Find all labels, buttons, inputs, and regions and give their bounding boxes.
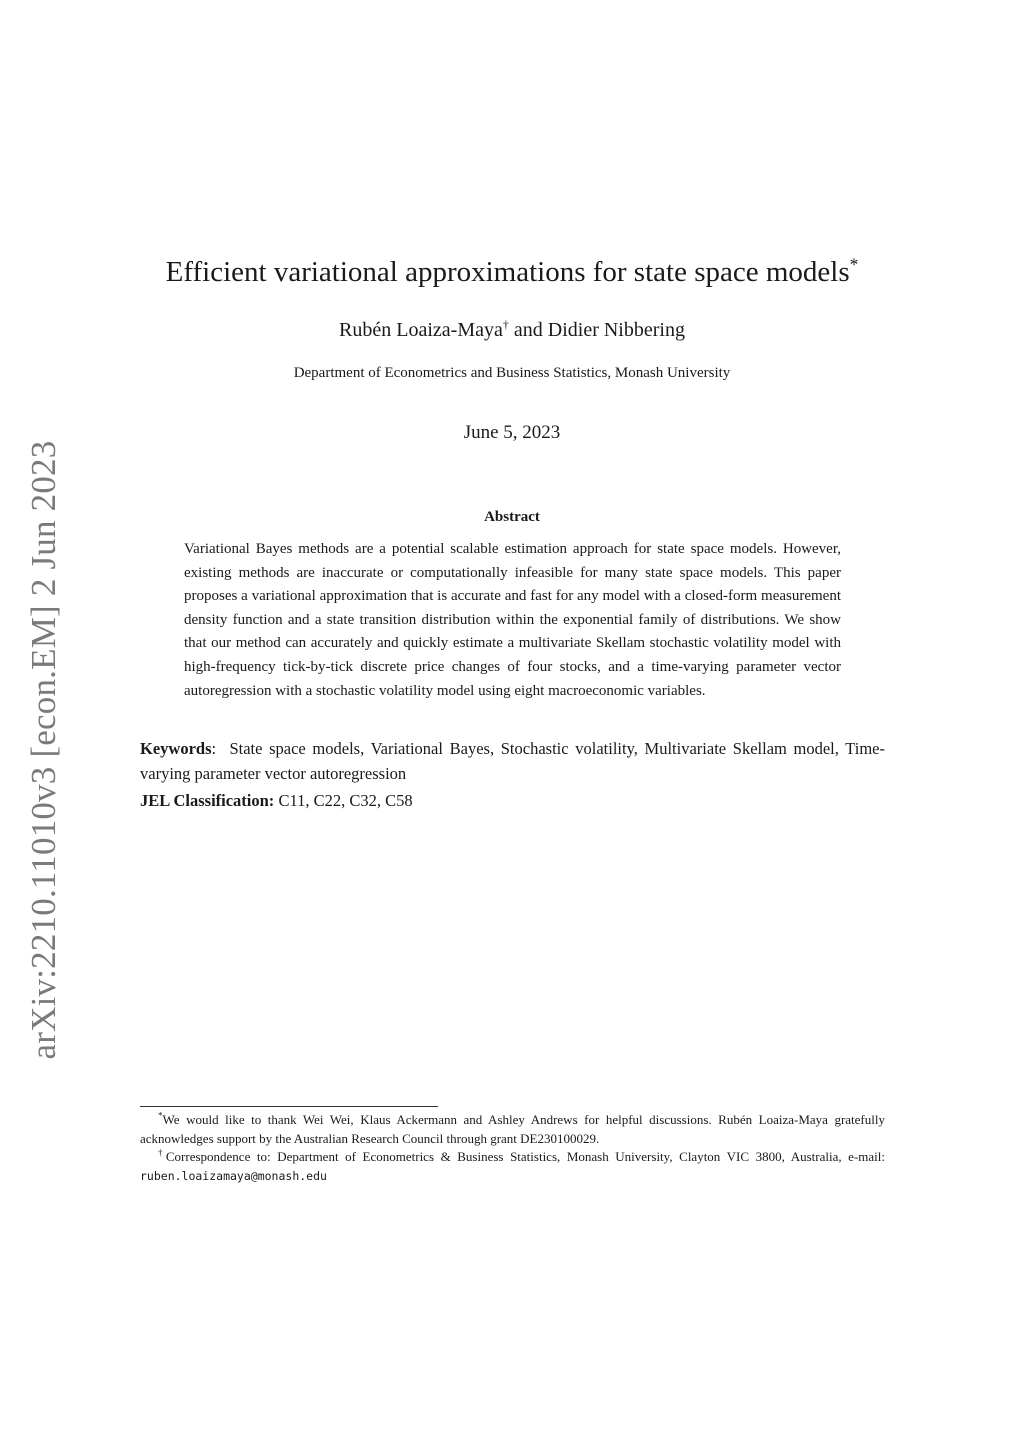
author-conjunction: and (513, 319, 543, 341)
keywords: Keywords: State space models, Variational Bayes, Stochastic volatility, Multivariate Skellam model, Time-varying parameter vector autoregression (140, 739, 885, 783)
publication-date: June 5, 2023 (463, 422, 561, 443)
correspondence-email: ruben.loaizamaya@monash.edu (140, 1168, 327, 1183)
title-footnote-mark: * (849, 254, 859, 275)
footnote-acknowledgements (140, 1111, 885, 1148)
footnotes (140, 1111, 885, 1185)
footnote-correspondence (140, 1148, 885, 1185)
affiliation: Department of Econometrics and Business Statistics, Monash University (293, 365, 731, 381)
jel-label: JEL Classification: (140, 791, 275, 810)
author-name: Rubén Loaiza-Maya (339, 319, 503, 341)
keywords-label: Keywords (140, 739, 212, 758)
author-name: Didier Nibbering (547, 319, 685, 341)
footnote-text: We would like to thank Wei Wei, Klaus Ackermann and Ashley Andrews for helpful discussions. Rubén Loaiza-Maya gratefully acknowledges support by the Australian Research Council through grant DE230100029. (140, 1112, 885, 1146)
footnote-text: Correspondence to: Department of Econometrics & Business Statistics, Monash University, Clayton VIC 3800, Australia, e-mail: (165, 1149, 885, 1165)
paper-title-text: Efficient variational approximations for state space models (165, 256, 850, 288)
paper-title (0, 252, 1024, 292)
footnote-divider (140, 1106, 438, 1107)
arxiv-identifier-stamp: arXiv:2210.11010v3 [econ.EM] 2 Jun 2023 (24, 440, 63, 1060)
footnote-mark: * (158, 1110, 163, 1121)
jel-codes: C11, C22, C32, C58 (278, 791, 413, 810)
abstract-body: Variational Bayes methods are a potential scalable estimation approach for state space models. However, existing methods are inaccurate or computationally infeasible for many state space models. This paper proposes a variational approximation that is accurate and fast for any model with a closed-form measurement density function and a state transition distribution within the exponential family of distributions. We show that our method can accurately and quickly estimate a multivariate Skellam stochastic volatility model with high-frequency tick-by-tick discrete price changes of four stocks, and a time-varying parameter vector autoregression with a stochastic volatility model using eight macroeconomic variables. (184, 541, 841, 699)
author-line (0, 316, 1024, 344)
abstract-heading: Abstract (484, 509, 540, 525)
footnote-mark: † (158, 1147, 166, 1158)
author-footnote-mark: † (502, 317, 509, 332)
keywords-text: State space models, Variational Bayes, Stochastic volatility, Multivariate Skellam model, Time-varying parameter vector autoregression (140, 739, 885, 783)
jel-classification (140, 788, 885, 813)
